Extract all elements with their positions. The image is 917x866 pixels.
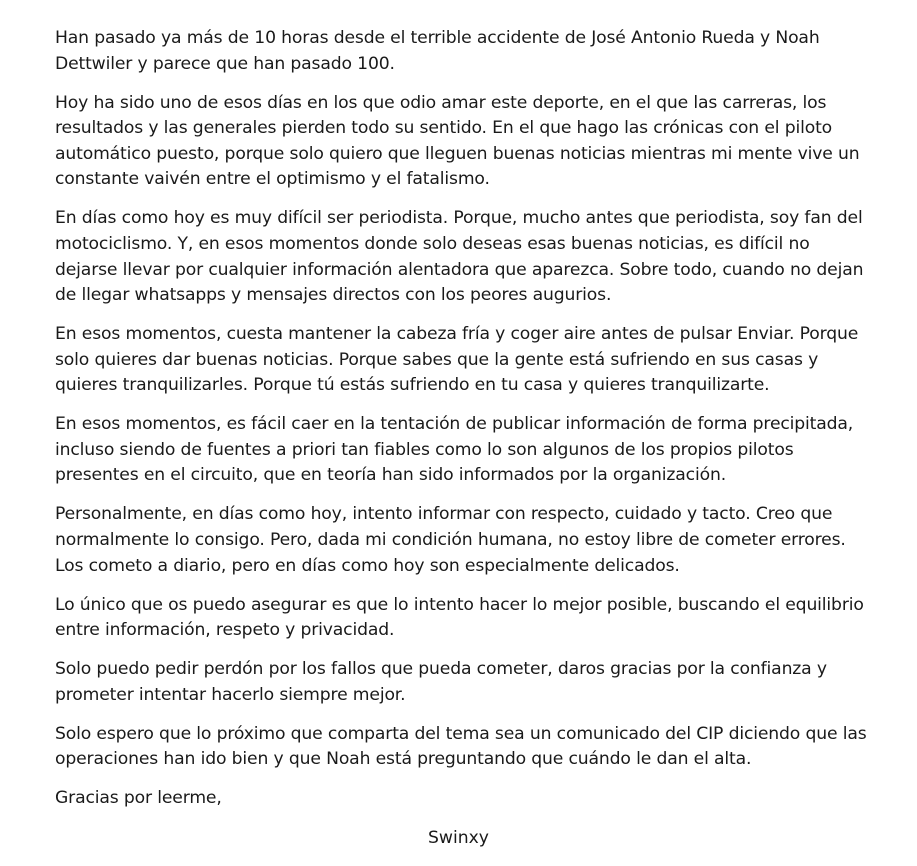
closing-line: Gracias por leerme,	[55, 788, 222, 809]
paragraph: Personalmente, en días como hoy, intento informar con respecto, cuidado y tacto. Creo que normalmente lo consigo. Pero, dada mi condición humana, no estoy libre de cometer errores. Los cometo a diario, pero en días como hoy son especialmente delicados.	[55, 504, 846, 576]
paragraph: Solo espero que lo próximo que comparta del tema sea un comunicado del CIP diciendo que las operaciones han ido bien y que Noah está preguntando que cuándo le dan el alta.	[55, 723, 867, 770]
paragraph: Hoy ha sido uno de esos días en los que odio amar este deporte, en el que las carreras, los resultados y las generales pierden todo su sentido. En el que hago las crónicas con el piloto automático puesto, porque solo quiero que lleguen buenas noticias mientras mi mente vive un constante vaivén entre el optimismo y el fatalismo.	[55, 92, 860, 190]
paragraph: En días como hoy es muy difícil ser periodista. Porque, mucho antes que periodista, soy fan del motociclismo. Y, en esos momentos donde solo deseas esas buenas noticias, es difícil no dejarse llevar por cualquier información alentadora que aparezca. Sobre todo, cuando no dejan de llegar whatsapps y mensajes directos con los peores augurios.	[55, 208, 864, 306]
paragraph: En esos momentos, es fácil caer en la tentación de publicar información de forma precipitada, incluso siendo de fuentes a priori tan fiables como lo son algunos de los propios pilotos presentes en el circuito, que en teoría han sido informados por la organización.	[55, 414, 854, 486]
paragraph: Solo puedo pedir perdón por los fallos que pueda cometer, daros gracias por la confianza y prometer intentar hacerlo siempre mejor.	[55, 659, 827, 705]
paragraph: Lo único que os puedo asegurar es que lo intento hacer lo mejor posible, buscando el equilibrio entre información, respeto y privacidad.	[55, 594, 864, 641]
signature: Swinxy	[428, 828, 489, 848]
paragraph: En esos momentos, cuesta mantener la cabeza fría y coger aire antes de pulsar Enviar. Porque solo quieres dar buenas noticias. Porque sabes que la gente está sufriendo en sus casas y quieres tranquilizarles. Porque tú estás sufriendo en tu casa y quieres tranquilizarte.	[55, 324, 859, 396]
paragraph: Han pasado ya más de 10 horas desde el terrible accidente de José Antonio Rueda y Noah Dettwiler y parece que han pasado 100.	[55, 28, 820, 74]
document-body[interactable]	[55, 26, 875, 825]
